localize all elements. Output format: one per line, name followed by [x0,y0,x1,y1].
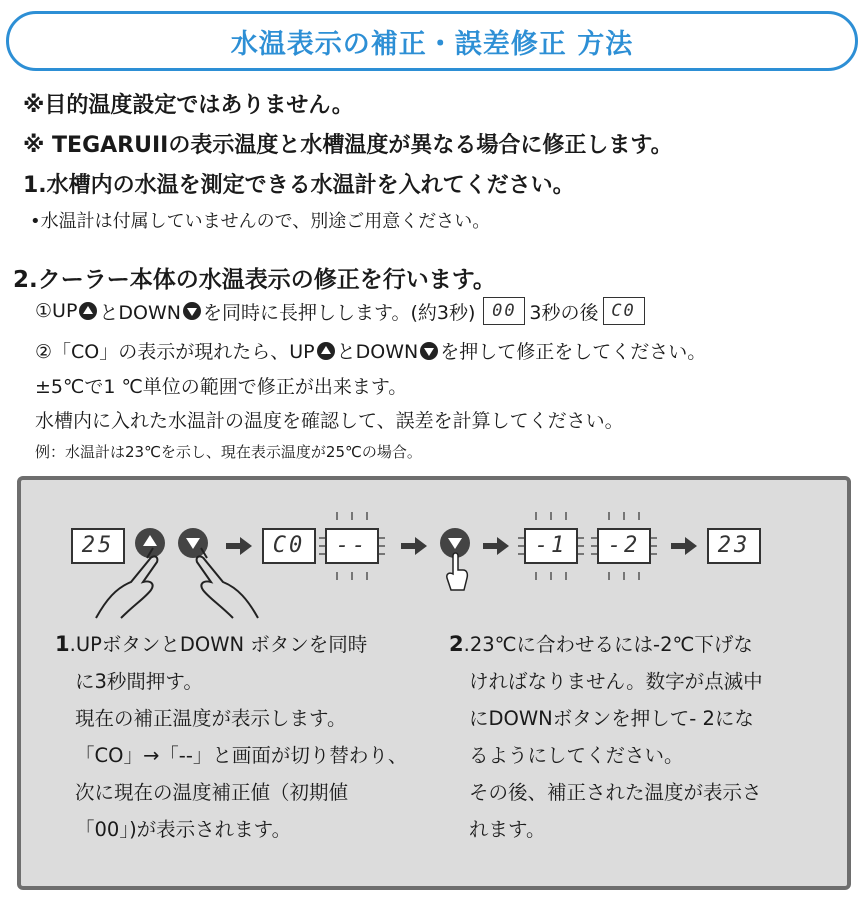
step-2 [449,626,839,848]
lcd-00: 00 [483,297,525,325]
step-1 [55,626,435,848]
example-line: 例：水温計は23℃を示し、現在表示温度が25℃の場合。 [35,443,422,461]
title-banner [6,11,858,71]
arrow-right-icon [226,537,252,555]
step-2-number: 2 [449,632,464,656]
instruction-line-2 [35,337,706,364]
down-triangle-icon [183,302,201,320]
step-1-line-2: に3秒間押す。 [75,670,203,693]
step-1-line-5: 次に現在の温度補正値（初期値 [75,781,349,804]
step-2-line-2: ければなりません。数字が点滅中 [469,670,763,693]
step-1-line-3: 現在の補正温度が表示します。 [75,707,347,730]
hand-pointing-icon [445,552,469,592]
instruction-line-4: 水槽内に入れた水温計の温度を確認して、誤差を計算してください。 [35,410,624,432]
display-minus-1: -1 [524,528,578,564]
up-triangle-icon [79,302,97,320]
display-25: 25 [71,528,125,564]
lcd-c0: C0 [603,297,645,325]
left-hand-icon [91,540,181,620]
text-press: を押して修正をしてください。 [440,341,707,363]
arrow-right-icon [483,537,509,555]
display-minus-2: -2 [597,528,651,564]
step-2-line-6: れます。 [469,818,546,841]
text-co: ②「CO」の表示が現れたら、UP [35,341,315,363]
step-1-line-4: 「CO」→「--」と画面が切り替わり、 [75,744,408,767]
step-2-line-4: るようにしてください。 [469,744,684,767]
instruction-panel [17,476,851,890]
up-triangle-icon [317,342,335,360]
text-down: とDOWN [99,301,181,324]
instruction-line-3: ±5℃で1 ℃単位の範囲で修正が出来ます。 [35,376,408,398]
section1-heading: 1.水槽内の水温を測定できる水温計を入れてください。 [23,173,575,198]
note-2: ※ TEGARUIIの表示温度と水槽温度が異なる場合に修正します。 [23,133,673,158]
step-2-line-1: .23℃に合わせるには-2℃下げな [463,633,753,656]
section1-sub: •水温計は付属していませんので、別途ご用意ください。 [30,211,491,232]
instruction-line-1 [35,297,649,325]
text-after: 3秒の後 [529,301,599,324]
section2-heading: 2.クーラー本体の水温表示の修正を行います。 [13,267,496,293]
display-dashes: -- [325,528,379,564]
display-c0: C0 [262,528,316,564]
text-hold: を同時に長押しします。(約3秒) [203,301,476,324]
text-up: ①UP [35,300,78,322]
step-1-line-1: .UPボタンとDOWN ボタンを同時 [69,633,368,656]
step-1-number: 1 [55,632,70,656]
step-2-line-5: その後、補正された温度が表示さ [469,781,762,804]
step-1-line-6: 「00」)が表示されます。 [75,818,292,841]
note-1: ※目的温度設定ではありません。 [23,93,354,118]
arrow-right-icon [671,537,697,555]
text-and-down: とDOWN [336,341,419,363]
arrow-right-icon [401,537,427,555]
step-2-line-3: にDOWNボタンを押して- 2にな [469,707,754,730]
display-23: 23 [707,528,761,564]
page-title: 水温表示の補正・誤差修正 方法 [230,28,634,60]
down-triangle-icon [420,342,438,360]
